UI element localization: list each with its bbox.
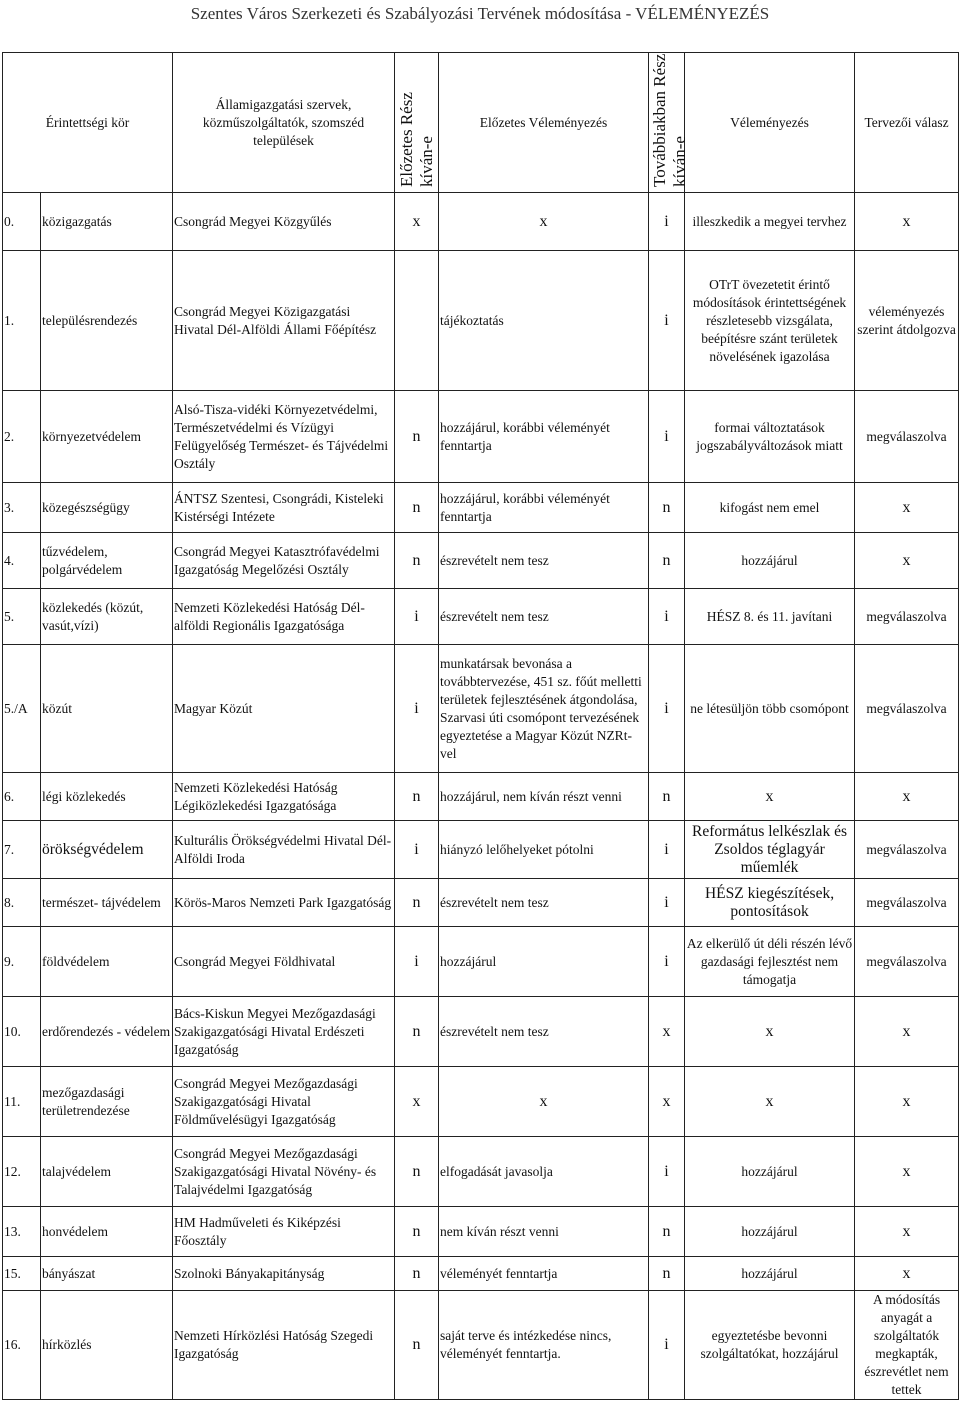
header-prev-part: Előzetes Rész kíván-e [395, 53, 439, 193]
row-prev-opinion: x [439, 1067, 649, 1137]
row-organisation: Nemzeti Közlekedési Hatóság Légiközlekedési Igazgatósága [173, 773, 395, 821]
row-prev-part [395, 251, 439, 391]
row-further-part: i [649, 193, 685, 251]
row-prev-opinion: hozzájárul, korábbi véleményét fenntartja [439, 391, 649, 483]
row-answer: megválaszolva [855, 589, 959, 645]
table-row [3, 533, 959, 589]
table-row [3, 1137, 959, 1207]
row-circle: légi közlekedés [41, 773, 173, 821]
row-further-part: i [649, 645, 685, 773]
row-organisation: ÁNTSZ Szentesi, Csongrádi, Kisteleki Kistérségi Intézete [173, 483, 395, 533]
row-number: 6. [3, 773, 41, 821]
row-prev-part: n [395, 1207, 439, 1257]
table-header-row [3, 53, 959, 193]
row-prev-opinion: észrevételt nem tesz [439, 589, 649, 645]
table-row [3, 193, 959, 251]
row-prev-part: n [395, 1137, 439, 1207]
row-number: 1. [3, 251, 41, 391]
table-row [3, 391, 959, 483]
row-opinion: HÉSZ kiegészítések, pontosítások [685, 879, 855, 927]
row-number: 4. [3, 533, 41, 589]
row-number: 0. [3, 193, 41, 251]
row-circle: honvédelem [41, 1207, 173, 1257]
row-number: 2. [3, 391, 41, 483]
row-further-part: i [649, 879, 685, 927]
row-opinion: Református lelkészlak és Zsoldos téglagyár műemlék [685, 821, 855, 879]
header-prev-opinion: Előzetes Véleményezés [439, 53, 649, 193]
row-number: 7. [3, 821, 41, 879]
row-number: 11. [3, 1067, 41, 1137]
row-circle: közigazgatás [41, 193, 173, 251]
table-row [3, 997, 959, 1067]
row-prev-part: n [395, 997, 439, 1067]
row-opinion: x [685, 1067, 855, 1137]
table-row [3, 927, 959, 997]
row-answer: x [855, 193, 959, 251]
row-prev-opinion: tájékoztatás [439, 251, 649, 391]
row-organisation: Körös-Maros Nemzeti Park Igazgatóság [173, 879, 395, 927]
row-number: 16. [3, 1291, 41, 1400]
row-number: 10. [3, 997, 41, 1067]
table-row [3, 251, 959, 391]
table-row [3, 879, 959, 927]
row-prev-opinion: észrevételt nem tesz [439, 533, 649, 589]
row-prev-part: i [395, 927, 439, 997]
review-table [2, 52, 959, 1400]
row-answer: x [855, 1207, 959, 1257]
row-circle: közlekedés (közút, vasút,vízi) [41, 589, 173, 645]
row-further-part: n [649, 773, 685, 821]
row-prev-opinion: véleményét fenntartja [439, 1257, 649, 1291]
row-organisation: Nemzeti Hírközlési Hatóság Szegedi Igazgatóság [173, 1291, 395, 1400]
row-prev-part: n [395, 391, 439, 483]
row-answer: x [855, 773, 959, 821]
row-prev-opinion: x [439, 193, 649, 251]
row-answer: x [855, 1067, 959, 1137]
row-further-part: i [649, 1137, 685, 1207]
row-organisation: Csongrád Megyei Földhivatal [173, 927, 395, 997]
row-organisation: HM Hadműveleti és Kiképzési Főosztály [173, 1207, 395, 1257]
row-prev-part: x [395, 1067, 439, 1137]
row-prev-opinion: saját terve és intézkedése nincs, véleményét fenntartja. [439, 1291, 649, 1400]
row-further-part: n [649, 533, 685, 589]
row-circle: talajvédelem [41, 1137, 173, 1207]
page-title: Szentes Város Szerkezeti és Szabályozási Tervének módosítása - VÉLEMÉNYEZÉS [190, 4, 770, 23]
row-prev-part: i [395, 589, 439, 645]
row-opinion: hozzájárul [685, 1207, 855, 1257]
row-organisation: Csongrád Megyei Katasztrófavédelmi Igazgatóság Megelőzési Osztály [173, 533, 395, 589]
row-circle: környezetvédelem [41, 391, 173, 483]
row-answer: megválaszolva [855, 391, 959, 483]
row-number: 12. [3, 1137, 41, 1207]
row-opinion: x [685, 997, 855, 1067]
row-organisation: Nemzeti Közlekedési Hatóság Dél-alföldi Regionális Igazgatósága [173, 589, 395, 645]
row-organisation: Csongrád Megyei Mezőgazdasági Szakigazgatósági Hivatal Növény- és Talajvédelmi Igazgatóság [173, 1137, 395, 1207]
row-organisation: Kulturális Örökségvédelmi Hivatal Dél-Alföldi Iroda [173, 821, 395, 879]
row-organisation: Bács-Kiskun Megyei Mezőgazdasági Szakigazgatósági Hivatal Erdészeti Igazgatóság [173, 997, 395, 1067]
row-answer: A módosítás anyagát a szolgáltatók megkapták, észrevétlet nem tettek [855, 1291, 959, 1400]
row-answer: megválaszolva [855, 927, 959, 997]
table-row [3, 645, 959, 773]
row-organisation: Csongrád Megyei Közigazgatási Hivatal Dél-Alföldi Állami Főépítész [173, 251, 395, 391]
row-prev-part: n [395, 533, 439, 589]
row-answer: megválaszolva [855, 879, 959, 927]
row-prev-part: n [395, 773, 439, 821]
row-opinion: formai változtatások jogszabályváltozások miatt [685, 391, 855, 483]
row-opinion: hozzájárul [685, 1257, 855, 1291]
row-prev-opinion: hozzájárul, nem kíván részt venni [439, 773, 649, 821]
row-prev-opinion: nem kíván részt venni [439, 1207, 649, 1257]
table-row [3, 589, 959, 645]
row-organisation: Szolnoki Bányakapitányság [173, 1257, 395, 1291]
row-number: 8. [3, 879, 41, 927]
row-circle: természet- tájvédelem [41, 879, 173, 927]
row-prev-part: x [395, 193, 439, 251]
header-organisations: Államigazgatási szervek, közműszolgáltatók, szomszéd települések [173, 53, 395, 193]
row-organisation: Csongrád Megyei Mezőgazdasági Szakigazgatósági Hivatal Földművelésügyi Igazgatóság [173, 1067, 395, 1137]
row-prev-opinion: hozzájárul, korábbi véleményét fenntartja [439, 483, 649, 533]
row-number: 13. [3, 1207, 41, 1257]
row-further-part: i [649, 589, 685, 645]
row-circle: örökségvédelem [41, 821, 173, 879]
row-opinion: HÉSZ 8. és 11. javítani [685, 589, 855, 645]
header-opinion: Véleményezés [685, 53, 855, 193]
table-row [3, 483, 959, 533]
row-answer: véleményezés szerint átdolgozva [855, 251, 959, 391]
row-prev-opinion: munkatársak bevonása a továbbtervezése, 451 sz. főút melletti területek fejlesztésének átgondolása, Szarvasi úti csomópont tervezésének egyeztetése a Magyar Közút NZRt-vel [439, 645, 649, 773]
row-number: 5./A [3, 645, 41, 773]
row-further-part: i [649, 1291, 685, 1400]
row-opinion: Az elkerülő út déli részén lévő gazdasági fejlesztést nem támogatja [685, 927, 855, 997]
row-organisation: Magyar Közút [173, 645, 395, 773]
row-further-part: n [649, 483, 685, 533]
row-circle: tűzvédelem, polgárvédelem [41, 533, 173, 589]
header-answer: Tervezői válasz [855, 53, 959, 193]
row-further-part: i [649, 927, 685, 997]
row-circle: hírközlés [41, 1291, 173, 1400]
row-opinion: illeszkedik a megyei tervhez [685, 193, 855, 251]
row-prev-part: n [395, 1291, 439, 1400]
row-prev-part: n [395, 879, 439, 927]
row-prev-part: i [395, 645, 439, 773]
row-further-part: i [649, 251, 685, 391]
row-answer: x [855, 997, 959, 1067]
row-further-part: i [649, 821, 685, 879]
row-prev-part: n [395, 483, 439, 533]
row-circle: közút [41, 645, 173, 773]
row-circle: településrendezés [41, 251, 173, 391]
table-row [3, 1067, 959, 1137]
row-opinion: hozzájárul [685, 1137, 855, 1207]
row-answer: x [855, 533, 959, 589]
header-further-part: Továbbiakban Rész kíván-e [649, 53, 685, 193]
row-prev-opinion: észrevételt nem tesz [439, 997, 649, 1067]
row-opinion: ne létesüljön több csomópont [685, 645, 855, 773]
table-row [3, 1257, 959, 1291]
row-prev-opinion: elfogadását javasolja [439, 1137, 649, 1207]
row-number: 9. [3, 927, 41, 997]
row-opinion: OTrT övezetetit érintő módosítások érintettségének részletesebb vizsgálata, beépítésre szánt területek növelésének igazolása [685, 251, 855, 391]
row-circle: földvédelem [41, 927, 173, 997]
row-organisation: Csongrád Megyei Közgyűlés [173, 193, 395, 251]
row-opinion: hozzájárul [685, 533, 855, 589]
row-answer: x [855, 483, 959, 533]
row-prev-opinion: észrevételt nem tesz [439, 879, 649, 927]
row-circle: mezőgazdasági területrendezése [41, 1067, 173, 1137]
row-answer: x [855, 1137, 959, 1207]
row-prev-opinion: hiányzó lelőhelyeket pótolni [439, 821, 649, 879]
row-opinion: egyeztetésbe bevonni szolgáltatókat, hozzájárul [685, 1291, 855, 1400]
row-answer: x [855, 1257, 959, 1291]
table-row [3, 1291, 959, 1400]
row-further-part: x [649, 997, 685, 1067]
table-row [3, 773, 959, 821]
row-further-part: n [649, 1207, 685, 1257]
row-answer: megválaszolva [855, 645, 959, 773]
row-further-part: x [649, 1067, 685, 1137]
row-prev-part: n [395, 1257, 439, 1291]
row-circle: közegészségügy [41, 483, 173, 533]
row-opinion: x [685, 773, 855, 821]
row-further-part: n [649, 1257, 685, 1291]
row-organisation: Alsó-Tisza-vidéki Környezetvédelmi, Természetvédelmi és Vízügyi Felügyelőség Természet- és Tájvédelmi Osztály [173, 391, 395, 483]
header-circle: Érintettségi kör [3, 53, 173, 193]
row-further-part: i [649, 391, 685, 483]
table-row [3, 1207, 959, 1257]
row-number: 15. [3, 1257, 41, 1291]
row-number: 3. [3, 483, 41, 533]
row-circle: erdőrendezés - védelem [41, 997, 173, 1067]
row-number: 5. [3, 589, 41, 645]
row-answer: megválaszolva [855, 821, 959, 879]
row-prev-part: i [395, 821, 439, 879]
row-opinion: kifogást nem emel [685, 483, 855, 533]
row-prev-opinion: hozzájárul [439, 927, 649, 997]
row-circle: bányászat [41, 1257, 173, 1291]
table-row [3, 821, 959, 879]
